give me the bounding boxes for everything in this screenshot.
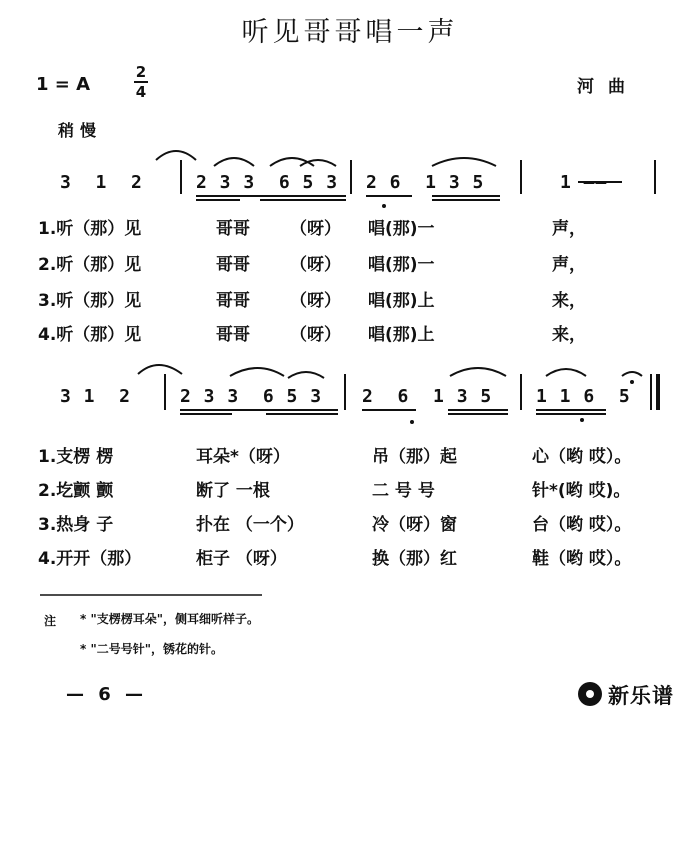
lyric: 冷（呀）窗 <box>372 515 457 535</box>
beam <box>362 410 508 414</box>
lyric: 1.支楞 楞 <box>38 447 114 467</box>
page-number: — 6 — <box>66 684 148 705</box>
lyric: 声， <box>552 219 586 239</box>
octave-dot <box>630 380 634 384</box>
beam <box>536 410 606 414</box>
slur <box>450 368 506 376</box>
lyric: 柜子 （呀） <box>196 549 287 569</box>
slur <box>432 158 496 166</box>
lyric: 唱(那)上 <box>368 325 435 345</box>
beam <box>366 196 500 200</box>
lyric: （呀） <box>290 255 341 275</box>
s2-measure-1: 3 1 2 <box>60 386 132 407</box>
slur <box>288 372 324 378</box>
lyric: 唱(那)一 <box>368 255 435 275</box>
lyric: 断了 一根 <box>196 481 270 501</box>
brand-logo <box>578 680 694 710</box>
lyric: 哥哥 <box>216 255 250 275</box>
tempo-marking: 稍慢 <box>58 121 103 140</box>
lyric: 4.开开（那） <box>38 549 142 569</box>
lyric: 换（那）红 <box>372 549 457 569</box>
octave-dot <box>382 204 386 208</box>
octave-dot <box>580 418 584 422</box>
lyric: 哥哥 <box>216 291 250 311</box>
lyric: 哥哥 <box>216 325 250 345</box>
slur <box>230 368 284 376</box>
lyric: 心（哟 哎）。 <box>532 447 632 467</box>
s1-measure-1: 3 1 2 <box>60 172 143 193</box>
slur <box>156 151 196 160</box>
song-title: 听见哥哥唱一声 <box>241 17 459 48</box>
lyric: 唱(那)上 <box>368 291 435 311</box>
lyric: 1.听（那）见 <box>38 219 142 239</box>
slur <box>138 365 182 374</box>
song-origin: 河曲 <box>577 77 639 97</box>
beam <box>180 410 338 414</box>
slur <box>622 372 642 376</box>
lyric: 台（哟 哎）。 <box>532 515 632 535</box>
lyric: 针*(哟 哎)。 <box>532 481 631 501</box>
s1-measure-4: 1 —— <box>560 172 608 193</box>
brand-text: 新乐谱 <box>608 684 674 708</box>
lyric: 耳朵*（呀） <box>196 447 290 467</box>
lyric: 来， <box>552 291 586 311</box>
lyric: 来， <box>552 325 586 345</box>
lyric: 3.听（那）见 <box>38 291 142 311</box>
meter-top: 2 <box>135 63 147 81</box>
lyric: （呀） <box>290 291 341 311</box>
s1-measure-3: 2 6 1 3 5 <box>366 172 485 193</box>
lyric: （呀） <box>290 325 341 345</box>
octave-dot <box>410 420 414 424</box>
footnote-label: 注 <box>44 614 57 628</box>
lyric: 扑在 （一个） <box>196 515 304 535</box>
footnote-1: * "支楞楞耳朵"，侧耳细听样子。 <box>80 612 259 626</box>
meter-bottom: 4 <box>135 83 147 101</box>
record-disc-icon <box>578 682 602 706</box>
lyric: 吊（那）起 <box>372 447 457 467</box>
lyric: 二 号 号 <box>372 481 435 501</box>
lyric: 鞋（哟 哎）。 <box>532 549 632 569</box>
lyric: 4.听（那）见 <box>38 325 142 345</box>
lyric: 唱(那)一 <box>368 219 435 239</box>
slur <box>214 158 254 166</box>
lyric: 2.听（那）见 <box>38 255 142 275</box>
s1-measure-2: 2 3 3 6 5 3 <box>196 172 339 193</box>
lyric: 哥哥 <box>216 219 250 239</box>
key-signature: 1 = A <box>36 74 91 95</box>
lyric: 声， <box>552 255 586 275</box>
lyric: 2.圪颤 颤 <box>38 481 114 501</box>
s2-measure-4: 1 1 6 5 <box>536 386 631 407</box>
s2-measure-3: 2 6 1 3 5 <box>362 386 493 407</box>
footnote-2: * "二号号针"，锈花的针。 <box>80 642 223 656</box>
s2-measure-2: 2 3 3 6 5 3 <box>180 386 323 407</box>
lyric: 3.热身 子 <box>38 515 114 535</box>
lyric: （呀） <box>290 219 341 239</box>
beam <box>196 196 346 200</box>
slur <box>546 369 586 376</box>
